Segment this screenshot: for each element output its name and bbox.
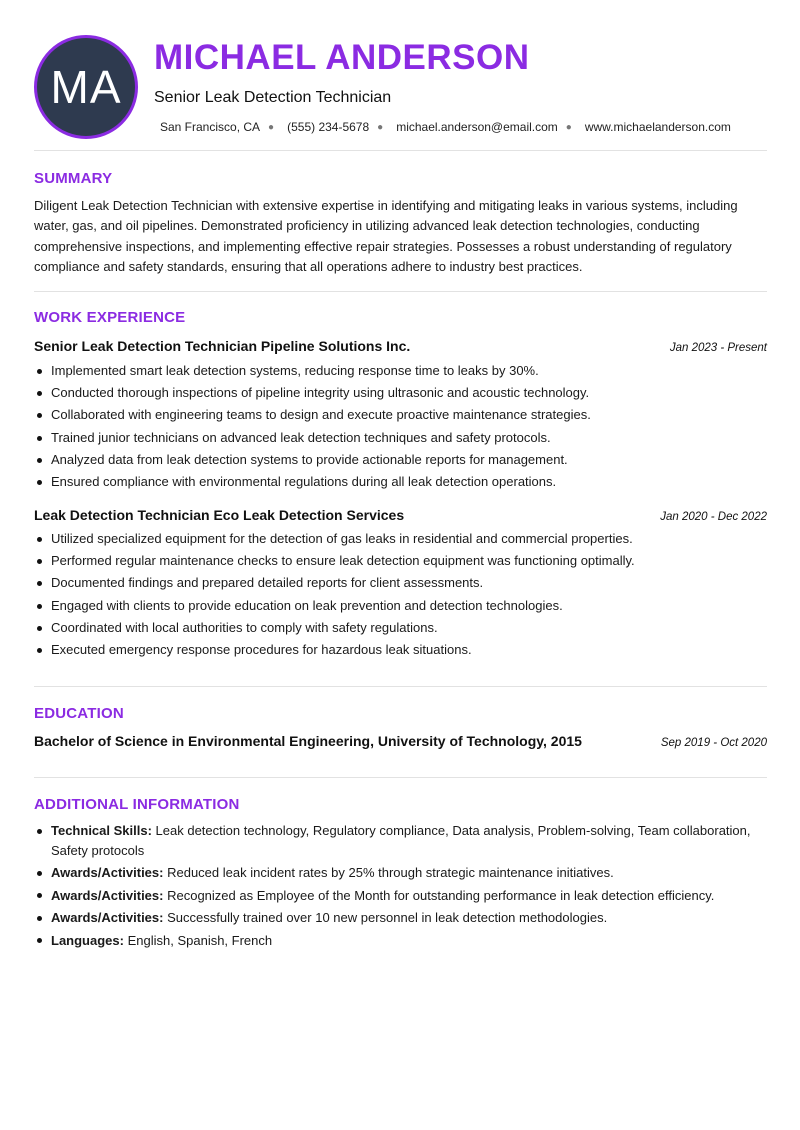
list-item: Coordinated with local authorities to comply with safety regulations.: [34, 618, 767, 640]
list-item: [34, 821, 767, 860]
list-item: [34, 886, 767, 906]
contact-email[interactable]: michael.anderson@email.com: [396, 120, 558, 134]
avatar: [34, 35, 138, 139]
item-label: Languages:: [51, 932, 124, 948]
divider: [34, 686, 767, 687]
divider: [34, 150, 767, 151]
item-text: English, Spanish, French: [127, 932, 273, 948]
section-title-additional: ADDITIONAL INFORMATION: [34, 796, 240, 813]
job-dates: Jan 2023 - Present: [669, 342, 767, 354]
list-item: Documented findings and prepared detailed reports for client assessments.: [34, 573, 767, 595]
item-label: Technical Skills:: [51, 823, 152, 838]
job-bullets: [34, 361, 767, 494]
item-label: Awards/Activities:: [51, 910, 164, 925]
job-header: [34, 507, 767, 523]
section-title-summary: SUMMARY: [34, 170, 113, 187]
avatar-initials: MA: [50, 61, 122, 113]
item-label: Awards/Activities:: [51, 865, 164, 880]
section-title-education: EDUCATION: [34, 705, 124, 722]
separator-dot-icon: ●: [268, 121, 275, 133]
divider: [34, 291, 767, 292]
item-label: Awards/Activities:: [51, 887, 164, 903]
job-header: [34, 338, 767, 354]
separator-dot-icon: ●: [565, 121, 572, 133]
contact-website[interactable]: www.michaelanderson.com: [584, 120, 731, 134]
education-entry: [34, 733, 767, 749]
item-text: Recognized as Employee of the Month for outstanding performance in leak detection efficiency.: [167, 887, 715, 903]
item-text: Reduced leak incident rates by 25% through strategic maintenance initiatives.: [167, 865, 614, 880]
list-item: Analyzed data from leak detection systems to provide actionable reports for management.: [34, 450, 767, 472]
contact-phone[interactable]: (555) 234-5678: [287, 120, 370, 134]
list-item: [34, 931, 767, 951]
list-item: Engaged with clients to provide education on leak prevention and detection technologies.: [34, 596, 767, 618]
list-item: Utilized specialized equipment for the detection of gas leaks in residential and commercial properties.: [34, 529, 767, 551]
job-bullets: [34, 529, 767, 662]
section-title-experience: WORK EXPERIENCE: [34, 309, 186, 326]
list-item: Collaborated with engineering teams to design and execute proactive maintenance strategies.: [34, 405, 767, 427]
job-role: Leak Detection Technician Eco Leak Detection Services: [34, 507, 405, 523]
item-text: Successfully trained over 10 new personnel in leak detection methodologies.: [167, 910, 608, 925]
candidate-name: MICHAEL ANDERSON: [154, 38, 530, 77]
job-role: Senior Leak Detection Technician Pipeline Solutions Inc.: [34, 338, 411, 354]
list-item: Ensured compliance with environmental regulations during all leak detection operations.: [34, 472, 767, 494]
candidate-title: Senior Leak Detection Technician: [154, 89, 392, 106]
list-item: [34, 863, 767, 883]
job-dates: Jan 2020 - Dec 2022: [660, 511, 767, 523]
contact-bar: [160, 120, 731, 134]
contact-location: San Francisco, CA: [160, 120, 261, 134]
education-degree: Bachelor of Science in Environmental Engineering, University of Technology, 2015: [34, 733, 582, 749]
list-item: Executed emergency response procedures for hazardous leak situations.: [34, 640, 767, 662]
additional-list: [34, 821, 767, 953]
list-item: Conducted thorough inspections of pipeline integrity using ultrasonic and acoustic technology.: [34, 383, 767, 405]
list-item: Performed regular maintenance checks to ensure leak detection equipment was functioning optimally.: [34, 551, 767, 573]
summary-text: Diligent Leak Detection Technician with extensive expertise in identifying and mitigating leaks in various systems, including water, gas, and oil pipelines. Demonstrated proficiency in utilizing advanced leak detection technologies, conducting comprehensive inspections, and implementing effective repair strategies. Possesses a robust understanding of regulatory compliance and safety standards, ensuring that all operations adhere to industry best practices.: [34, 198, 738, 274]
list-item: Trained junior technicians on advanced leak detection techniques and safety protocols.: [34, 428, 767, 450]
separator-dot-icon: ●: [377, 121, 384, 133]
divider: [34, 777, 767, 778]
item-text: Leak detection technology, Regulatory compliance, Data analysis, Problem-solving, Team collaboration, Safety protocols: [51, 823, 751, 858]
list-item: Implemented smart leak detection systems, reducing response time to leaks by 30%.: [34, 361, 767, 383]
list-item: [34, 908, 767, 928]
education-dates: Sep 2019 - Oct 2020: [660, 737, 767, 749]
